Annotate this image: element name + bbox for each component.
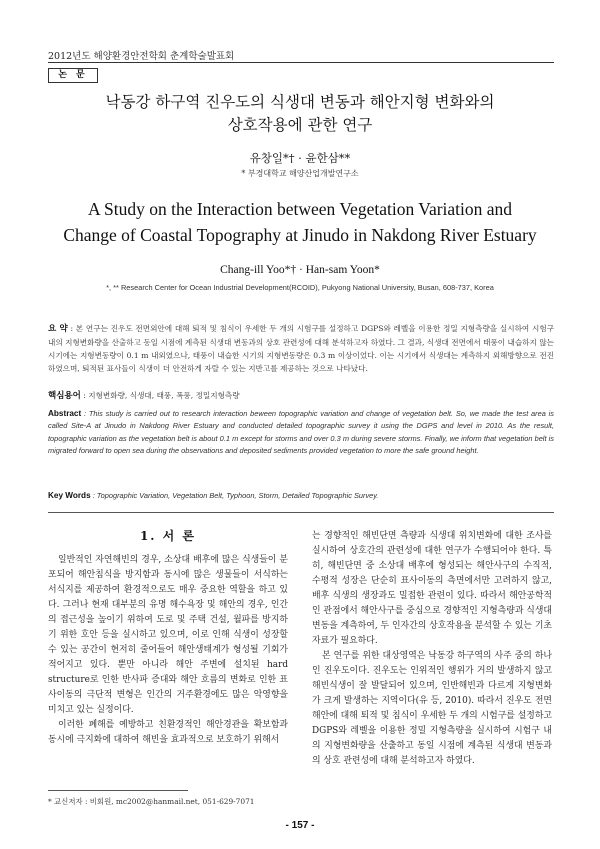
body-paragraph: 이러한 폐해를 예방하고 친환경적인 해안경관을 확보함과 동시에 극지화에 대하여 해빈을 효과적으로 보호하기 위해서 — [48, 720, 288, 745]
section-heading-introduction: 1. 서 론 — [139, 529, 197, 543]
english-keywords-text: : Topographic Variation, Vegetation Belt, Typhoon, Storm, Detailed Topographic Survey. — [92, 491, 379, 500]
header-rule — [48, 62, 554, 63]
body-column-right — [312, 529, 552, 769]
english-keywords — [48, 491, 554, 500]
corresponding-author-footnote: * 교신저자 : 비회원, mc2002@hanmail.net, 051-629-7071 — [48, 797, 255, 806]
body-paragraph: 일반적인 자연해빈의 경우, 소상대 배후에 많은 식생들이 분포되어 해안침식을 방지함과 동시에 많은 생물들이 서식하는 서식지를 제공하여 환경적으로도 매우 중요한 역할을 하고 있다. 그러나 현재 대부분의 유명 해수욕장 및 해안의 경우, 인간의 접근성을 높이기 위하여 도로 및 주택 건설, 월파를 방지하기 위한 호안 등을 실시하고 있으며, 이로 인해 식생이 성장할 수 있는 공간이 현저히 줄어들어 해안생태계가 형성될 기회가 적어지고 있다. 뿐만 아니라 해안 주변에 설치된 hard structure로 인한 반사파 증대와 해안 흐름의 변화로 인한 표사이동의 극단적 변형은 인간의 거주환경에도 많은 악영향을 미치고 있는 실정이다. — [48, 555, 288, 715]
english-keywords-label: Key Words — [48, 491, 91, 500]
article-type-box: 논 문 — [48, 68, 98, 83]
english-abstract — [48, 408, 554, 458]
korean-authors: 유창일*† · 윤한삼** — [249, 151, 351, 165]
korean-abstract-label: 요 약 — [48, 324, 68, 334]
english-abstract-text: : This study is carried out to research interaction beween topographic variation and change of vegetation belt. So, we made the test area is called Site-A at Jinudo in Nakdong River Estuary and conducted detailed topographic survey it using the DGPS and level in 2010. As the result, topographic variation as the vegetation belt is about 0.1 m except for storms and over 0.3 m during severe storms. Finally, we inform that vegetation belt is migrated forward to open sea during the observations and deposited sediments provided vegetation to more the safe ground height. — [48, 409, 554, 456]
journal-header: 2012년도 해양환경안전학회 춘계학술발표회 — [48, 51, 235, 62]
body-paragraph: 는 경향적인 해빈단면 측량과 식생대 위치변화에 대한 조사를 실시하여 상호간의 관련성에 대한 연구가 수행되어야 한다. 특히, 해빈단면 중 소상대 배후에 형성되는 해안사구의 수직적, 수평적 성장은 단순히 표사이동의 측면에서만 고려하지 않고, 배후 식생의 생장과도 밀접한 관련이 있다. 따라서 해안공학적인 관점에서 해안사구를 중심으로 경향적인 지형측량과 식생대 변동을 계측하여, 두 인자간의 상호작용을 분석할 수 있는 기초자료가 필요하다. — [312, 531, 552, 646]
korean-keywords — [48, 389, 554, 401]
korean-title-line1: 낙동강 하구역 진우도의 식생대 변동과 해안지형 변화와의 — [105, 93, 495, 111]
page-number: - 157 - — [285, 820, 315, 831]
body-column-left — [48, 553, 288, 748]
korean-keywords-text: : 지형변화량, 식생대, 태풍, 폭풍, 정밀지형측량 — [83, 391, 240, 400]
abstract-divider — [48, 512, 554, 513]
korean-affiliation: * 부경대학교 해양산업개발연구소 — [241, 169, 359, 178]
footnote-rule — [48, 790, 188, 791]
english-abstract-label: Abstract — [48, 409, 82, 418]
english-authors: Chang-ill Yoo*† · Han-sam Yoon* — [220, 264, 380, 276]
english-title-line1: A Study on the Interaction between Vegetation Variation and — [87, 199, 513, 219]
korean-abstract — [48, 322, 554, 375]
korean-title-line2: 상호작용에 관한 연구 — [227, 116, 373, 134]
korean-keywords-label: 핵심용어 — [48, 391, 81, 401]
english-title-line2: Change of Coastal Topography at Jinudo in Nakdong River Estuary — [63, 225, 537, 245]
body-paragraph: 본 연구를 위한 대상영역은 낙동강 하구역의 사주 중의 하나인 진우도이다. 진우도는 인위적인 행위가 거의 발생하지 않고 해빈식생이 잘 발달되어 있으며, 인반해빈과 다르게 지형변화가 크게 발생하는 지역이다(유 등, 2010). 따라서 진우도 전면해안에 대해 퇴적 및 침식이 우세한 두 개의 시험구를 설정하고 DGPS와 레벨을 이용한 정밀 지형측량을 실시하여 시험구 내의 지형변화량을 산출하고 동일 시점에 계측된 식생대 변동과의 상호 관련성에 대해 분석하고자 하였다. — [312, 651, 552, 766]
korean-abstract-text: : 본 연구는 진우도 전면외안에 대해 퇴적 및 침식이 우세한 두 개의 시험구를 설정하고 DGPS와 레벨을 이용한 정밀 지형측량을 실시하여 시험구 내의 지형변화량을 산출하고 동일 시점에 계측된 식생대 변동과의 상호 관련성에 대해 분석하고자 하였다. 그 결과, 식생대 전면에서 태풍이 내습하지 않는 시기에는 지형변동량이 0.1 m 내외였으나, 태풍이 내습한 시기의 지형변동량은 0.3 m 이상이었다. 이는 시기에서 식생대는 계측하지 외해방향으로 전진하였으며, 퇴적된 표사들이 식생이 더 안전하게 자랄 수 있는 지반고를 제공하는 것으로 나타났다. — [48, 324, 554, 373]
english-affiliation: *, ** Research Center for Ocean Industrial Development(RCOID), Pukyong National University, Busan, 608-737, Korea — [106, 283, 494, 292]
